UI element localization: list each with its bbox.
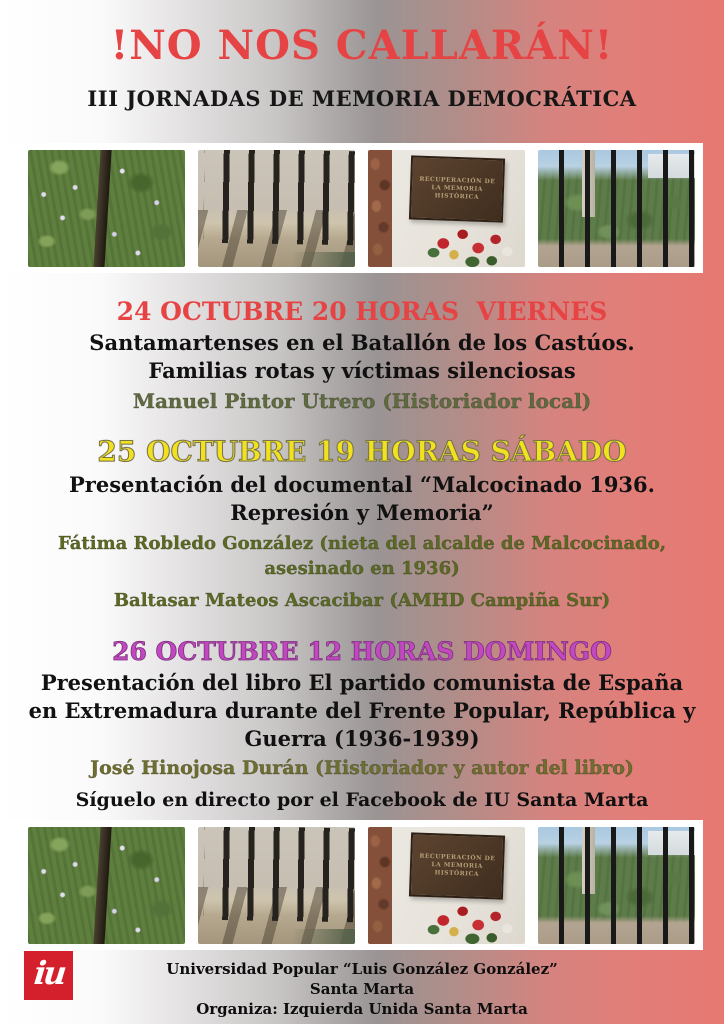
grass-corner	[292, 252, 355, 266]
photo-memorial-plaque	[368, 150, 525, 267]
rose-bouquet	[420, 220, 517, 267]
event-sunday	[12, 637, 712, 779]
event-friday	[12, 297, 712, 413]
photo-memorial-plaque	[368, 827, 525, 944]
tree-bark-edge	[368, 150, 392, 267]
poster-title: !NO NOS CALLARÁN!	[110, 22, 614, 69]
photo-strip-top	[0, 143, 703, 273]
event-friday-datetime: 24 OCTUBRE 20 HORAS VIERNES	[116, 297, 608, 326]
footer-line-organizer: Organiza: Izquierda Unida Santa Marta	[196, 999, 528, 1018]
photo-iron-fence	[198, 150, 355, 267]
tree-bark-edge	[368, 827, 392, 944]
white-building	[648, 154, 695, 177]
dark-pole	[93, 150, 112, 267]
dark-pole	[93, 827, 112, 944]
footer	[0, 960, 724, 1019]
concrete-post	[582, 150, 595, 218]
footer-line-town: Santa Marta	[309, 979, 415, 998]
white-building	[648, 831, 695, 854]
concrete-post	[582, 827, 595, 895]
bronze-plaque	[409, 155, 505, 223]
poster-subtitle: III JORNADAS DE MEMORIA DEMOCRÁTICA	[87, 86, 637, 111]
event-saturday-speaker-1: Fátima Robledo González (nieta del alcalde de Malcocinado, asesinado en 1936)	[57, 532, 667, 580]
event-sunday-speaker: José Hinojosa Durán (Historiador y autor del libro)	[90, 756, 634, 779]
iu-logo-text: iu	[32, 953, 66, 992]
event-sunday-title: Presentación del libro El partido comunista de España en Extremadura durante del Frente Popular, República y Guerra (1936-1939)	[28, 670, 696, 751]
photo-fence-rosemary	[538, 827, 695, 944]
photo-strip-bottom	[0, 820, 703, 950]
event-saturday	[12, 435, 712, 613]
photo-iron-fence	[198, 827, 355, 944]
photo-rosemary-bush	[28, 827, 185, 944]
footer-line-university: Universidad Popular “Luis González González”	[166, 960, 558, 978]
event-saturday-speaker-2: Baltasar Mateos Ascacibar (AMHD Campiña Sur)	[113, 590, 611, 612]
event-saturday-datetime: 25 OCTUBRE 19 HORAS SÁBADO	[97, 435, 627, 468]
event-saturday-title: Presentación del documental “Malcocinado 1936. Represión y Memoria”	[69, 472, 655, 525]
photo-rosemary-bush	[28, 150, 185, 267]
plaque-inscription: RECUPERACIÓN DE LA MEMORIA HISTÓRICA	[419, 175, 496, 201]
plaque-inscription: RECUPERACIÓN DE LA MEMORIA HISTÓRICA	[419, 852, 496, 878]
event-sunday-datetime: 26 OCTUBRE 12 HORAS DOMINGO	[112, 637, 612, 666]
follow-facebook-line: Síguelo en directo por el Facebook de IU Santa Marta	[75, 789, 649, 811]
event-friday-title: Santamartenses en el Batallón de los Castúos. Familias rotas y víctimas silenciosas	[89, 330, 635, 383]
bronze-plaque	[409, 832, 505, 900]
photo-fence-rosemary	[538, 150, 695, 267]
event-friday-speaker: Manuel Pintor Utrero (Historiador local)	[132, 388, 592, 413]
rose-bouquet	[420, 897, 517, 944]
grass-corner	[292, 929, 355, 943]
